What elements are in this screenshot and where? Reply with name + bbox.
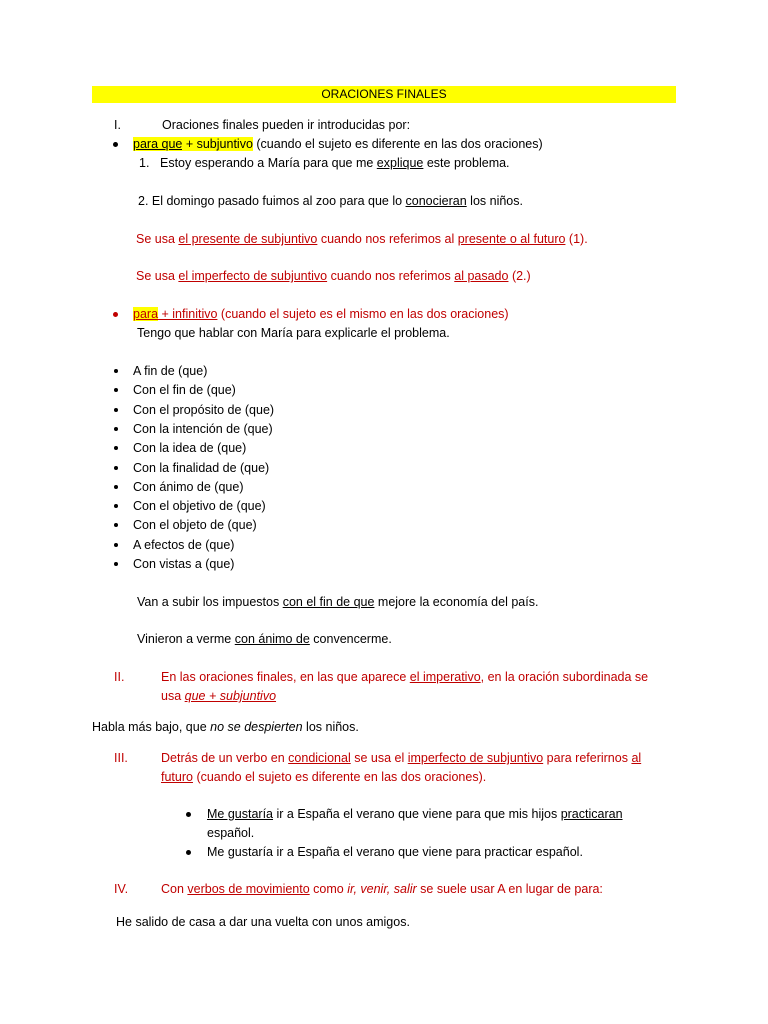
bullet-icon [186,850,191,855]
bullet-para-que-note: (cuando el sujeto es diferente en las dos oraciones) [252,137,543,151]
example-5 [137,631,392,647]
rule-presente [136,231,588,247]
section-2-line-2 [161,688,276,704]
section-4-b: como [309,882,348,896]
section-4-i: ir, venir, salir [347,882,417,896]
section-2-l1a: En las oraciones finales, en las que aparece [161,670,410,684]
section-3-example-1 [207,806,623,822]
list-item: Con la finalidad de (que) [133,461,270,475]
bullet-icon [114,427,118,431]
bullet-icon [114,388,118,392]
example-4-a: Van a subir los impuestos [137,595,283,609]
rule-imperfecto-b: cuando nos referimos [327,269,455,283]
rule-imperfecto-u1: el imperfecto de subjuntivo [178,269,328,283]
section-3-l2b: (cuando el sujeto es diferente en las dos oraciones). [192,770,487,784]
section-3-l1b: se usa el [350,751,408,765]
section-3-example-1-cont: español. [207,826,255,840]
example-2-verb: conocieran [405,194,467,208]
rule-imperfecto-u2: al pasado [454,269,509,283]
bullet-icon [114,466,118,470]
section-4-line [161,881,603,897]
list-item: Con el objeto de (que) [133,518,257,532]
section-3-number: III. [114,751,128,765]
section-3-l1u2: imperfecto de subjuntivo [407,751,544,765]
section-2-l1b: , en la oración subordinada se [480,670,649,684]
section-3-example-2: Me gustaría ir a España el verano que viene para practicar español. [207,845,583,859]
infinitivo-text: + infinitivo [158,307,218,321]
bullet-icon [186,812,191,817]
example-1 [160,155,510,171]
bullet-icon [114,485,118,489]
section-3-l1c: para referirnos [543,751,632,765]
section-3-e1a: Me gustaría [207,807,274,821]
example-1-number: 1. [139,156,150,170]
rule-imperfecto-c: (2.) [508,269,531,283]
rule-presente-c: (1). [565,232,588,246]
example-1-b: este problema. [423,156,510,170]
section-1-number: I. [114,118,121,132]
section-2-ex-i: no se despierten [210,720,303,734]
section-3-e1b: ir a España el verano que viene para que mis hijos [273,807,561,821]
example-2-b: los niños. [466,194,523,208]
section-4-example: He salido de casa a dar una vuelta con unos amigos. [116,915,410,929]
example-4-u: con el fin de que [282,595,375,609]
para-text: para [133,307,159,321]
example-5-b: convencerme. [309,632,392,646]
example-4-b: mejore la economía del país. [374,595,539,609]
page-title: ORACIONES FINALES [321,87,447,101]
section-4-a: Con [161,882,188,896]
rule-presente-b: cuando nos referimos al [317,232,458,246]
section-2-l2a: usa [161,689,185,703]
bullet-icon [114,504,118,508]
para-que-text: para que [133,137,183,151]
section-3-line-2 [161,769,486,785]
section-2-l1u: el imperativo [409,670,481,684]
example-4 [137,594,538,610]
bullet-icon [114,562,118,566]
list-item: Con la idea de (que) [133,441,247,455]
section-2-ex-b: los niños. [302,720,359,734]
rule-imperfecto [136,268,531,284]
list-item: Con ánimo de (que) [133,480,244,494]
bullet-icon [114,543,118,547]
section-2-ex-a: Habla más bajo, que [92,720,211,734]
rule-presente-u2: presente o al futuro [457,232,566,246]
example-2-a: 2. El domingo pasado fuimos al zoo para que lo [138,194,406,208]
section-3-l1a: Detrás de un verbo en [161,751,289,765]
rule-presente-u1: el presente de subjuntivo [178,232,318,246]
section-2-l2u: que + subjuntivo [184,689,277,703]
example-2 [138,193,523,209]
bullet-icon [114,446,118,450]
example-5-a: Vinieron a verme [137,632,235,646]
section-4-number: IV. [114,882,129,896]
list-item: Con vistas a (que) [133,557,235,571]
example-3: Tengo que hablar con María para explicarle el problema. [137,326,450,340]
section-2-number: II. [114,670,125,684]
bullet-para-que [133,136,543,152]
section-3-e1u: practicaran [560,807,623,821]
rule-presente-a: Se usa [136,232,179,246]
bullet-para-infinitivo-note: (cuando el sujeto es el mismo en las dos oraciones) [217,307,509,321]
list-item: Con el fin de (que) [133,383,236,397]
subjuntivo-text: + subjuntivo [182,137,253,151]
bullet-icon [113,312,118,317]
bullet-icon [114,523,118,527]
bullet-icon [114,408,118,412]
section-4-c: se suele usar A en lugar de para: [416,882,603,896]
list-item: Con el propósito de (que) [133,403,275,417]
bullet-icon [114,369,118,373]
list-item: Con el objetivo de (que) [133,499,266,513]
section-2-example [92,719,359,735]
section-1-intro: Oraciones finales pueden ir introducidas por: [162,118,411,132]
section-2-line-1 [161,669,648,685]
example-5-u: con ánimo de [234,632,310,646]
list-item: A fin de (que) [133,364,208,378]
section-4-u: verbos de movimiento [187,882,310,896]
section-3-l2u: futuro [161,770,193,784]
list-item: Con la intención de (que) [133,422,273,436]
section-3-l1u1: condicional [288,751,351,765]
section-3-l1u3: al [631,751,642,765]
list-item: A efectos de (que) [133,538,235,552]
section-3-line-1 [161,750,641,766]
example-1-verb: explique [376,156,424,170]
example-1-a: Estoy esperando a María para que me [160,156,377,170]
bullet-para-infinitivo [133,306,509,322]
bullet-icon [113,142,118,147]
rule-imperfecto-a: Se usa [136,269,179,283]
